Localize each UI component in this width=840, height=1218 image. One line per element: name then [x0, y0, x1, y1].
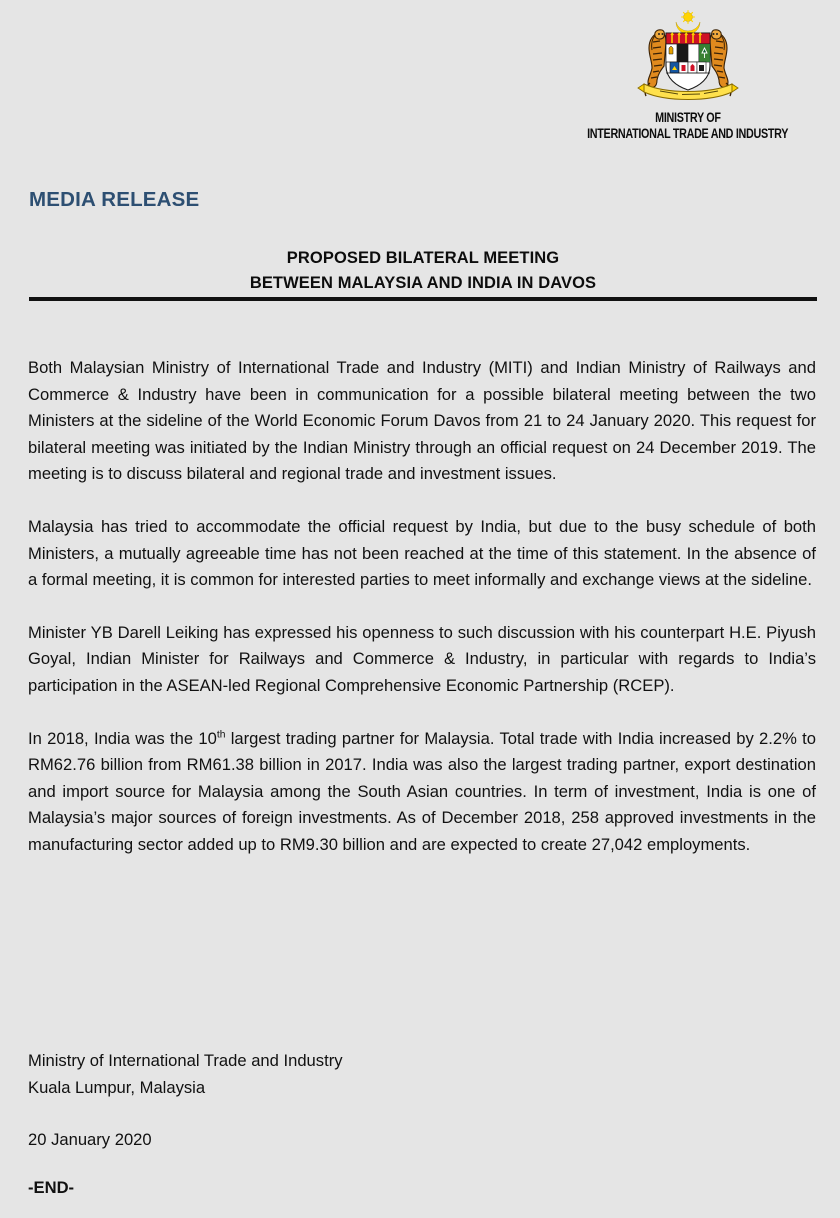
signature-organisation: Ministry of International Trade and Industry [28, 1051, 343, 1070]
paragraph-2: Malaysia has tried to accommodate the official request by India, but due to the busy schedule of both Ministers, a mutually agreeable time has not been reached at the time of this statement. In the absence of a formal meeting, it is common for interested parties to meet informally and exchange views at the sideline. [28, 516, 816, 590]
paragraph-3: Minister YB Darell Leiking has expressed his openness to such discussion with his counterpart H.E. Piyush Goyal, Indian Minister for Railways and Commerce & Industry, in particular with regards to India’s participation in the ASEAN-led Regional Comprehensive Economic Partnership (RCEP). [28, 622, 816, 695]
paragraph-1: Both Malaysian Ministry of International Trade and Industry (MITI) and Indian Ministry of Railways and Commerce & Industry have been in communication for a possible bilateral meeting between the two Ministers at the sideline of the World Economic Forum Davos from 21 to 24 January 2020. This request for bilateral meeting was initiated by the Indian Ministry through an official request on 24 December 2019. The meeting is to discuss bilateral and regional trade and investment issues. [28, 358, 816, 484]
signature-date: 20 January 2020 [28, 1130, 152, 1150]
document-title-line-2: BETWEEN MALAYSIA AND INDIA IN DAVOS [249, 274, 597, 292]
media-release-label: MEDIA RELEASE [29, 188, 200, 211]
document-title [29, 246, 817, 296]
paragraph-4-part-2: largest trading partner for Malaysia. Total trade with India increased by 2.2% to RM62.76 billion from RM61.38 billion in 2017. India was also the largest trading partner, export destination and import source for Malaysia among the South Asian countries. In term of investment, India is one of Malaysia’s major sources of foreign investments. As of December 2018, 258 approved investments in the manufacturing sector added up to RM9.30 billion and are expected to create 27,042 employments. [28, 728, 816, 854]
ministry-name-line-2: INTERNATIONAL TRADE AND INDUSTRY [587, 125, 789, 141]
document-body [28, 355, 816, 859]
signature-block [28, 1048, 588, 1154]
document-title-line-1: PROPOSED BILATERAL MEETING [286, 249, 560, 267]
malaysia-coat-of-arms-icon [626, 8, 750, 106]
ministry-name-line-1: MINISTRY OF [655, 110, 721, 125]
paragraph-4-part-1: In 2018, India was the 10 [28, 728, 217, 748]
signature-location: Kuala Lumpur, Malaysia [28, 1077, 206, 1097]
signature-spacer [28, 1101, 588, 1127]
document-header [558, 8, 818, 141]
title-divider [29, 297, 817, 301]
ordinal-suffix: th [216, 729, 226, 740]
end-mark: -END- [28, 1178, 75, 1197]
shield [666, 33, 710, 90]
paragraph-4 [28, 726, 816, 859]
